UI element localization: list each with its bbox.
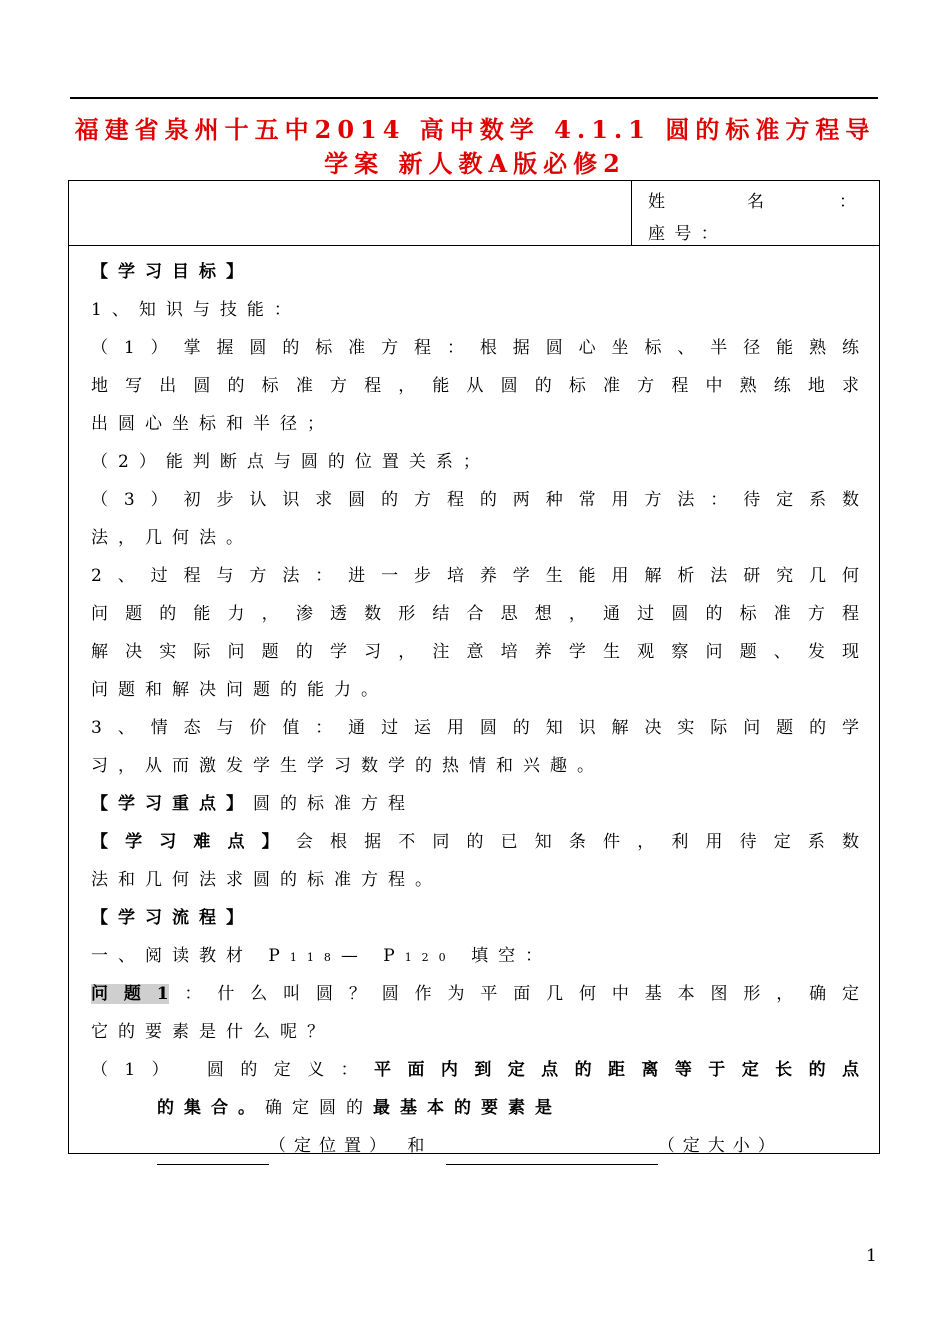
- header-bottom-rule: [69, 245, 879, 246]
- question-1-line-2: 它的要素是什么呢？: [91, 1022, 334, 1042]
- definition-line-1: [91, 1051, 859, 1089]
- emotion-line-2: 习，从而激发学生学习数学的热情和兴趣。: [91, 756, 604, 776]
- key-point-text: 圆的标准方程: [253, 794, 415, 814]
- name-colon: ：: [839, 192, 858, 212]
- objective-item-3-line-1: （3）初步认识求圆的方程的两种常用方法：待定系数: [91, 490, 859, 510]
- definition-prefix: （1） 圆的定义：: [91, 1060, 375, 1080]
- definition-line-2-normal: 确定圆的: [265, 1098, 373, 1118]
- name-label-2: 名: [747, 192, 766, 212]
- process-line-1: 2、过程与方法：进一步培养学生能用解析法研究几何: [91, 566, 859, 586]
- read-page-end: 120: [404, 951, 456, 964]
- name-label: 姓: [648, 192, 667, 212]
- read-mid: — P: [340, 946, 405, 966]
- question-1-label: 问题1: [91, 984, 169, 1004]
- objectives-heading: 【学习目标】: [91, 262, 253, 282]
- definition-line-2: [91, 1089, 859, 1127]
- reading-instruction: [91, 937, 859, 975]
- key-point: [91, 785, 859, 823]
- difficulty-text-1: 会根据不同的已知条件，利用待定系数: [295, 832, 860, 852]
- process-line-3: 解决实际问题的学习，注意培养学生观察问题、发现: [91, 642, 859, 662]
- objective-item-1-line-3: 出圆心坐标和半径；: [91, 414, 334, 434]
- read-prefix: 一、阅读教材 P: [91, 946, 290, 966]
- knowledge-heading: 1、知识与技能：: [91, 300, 301, 320]
- worksheet-content: [91, 253, 859, 1165]
- read-suffix: 填空：: [471, 946, 553, 966]
- header-divider: [631, 181, 632, 245]
- definition-bold: 平面内到定点的距离等于定长的点: [374, 1060, 859, 1080]
- question-1-text-1: ：什么叫圆？圆作为平面几何中基本图形，确定: [168, 984, 859, 1004]
- difficulty-label: 【学习难点】: [91, 832, 296, 852]
- question-1-line-1: [91, 975, 859, 1013]
- read-page-start: 118: [289, 951, 341, 964]
- definition-blanks-line: [91, 1127, 859, 1165]
- objective-item-2: （2）能判断点与圆的位置关系；: [91, 452, 490, 472]
- worksheet-table: [68, 180, 880, 1154]
- top-rule: [70, 97, 878, 99]
- objective-item-1-line-2: 地写出圆的标准方程，能从圆的标准方程中熟练地求: [91, 376, 859, 396]
- process-line-4: 问题和解决问题的能力。: [91, 680, 388, 700]
- difficulty-line-1: [91, 823, 859, 861]
- process-line-2: 问题的能力，渗透数形结合思想，通过圆的标准方程: [91, 604, 859, 624]
- document-title: [70, 113, 880, 181]
- flow-heading: 【学习流程】: [91, 908, 253, 928]
- blank-radius[interactable]: [446, 1142, 658, 1165]
- title-line-1: 福建省泉州十五中2014 高中数学 4.1.1 圆的标准方程导: [74, 115, 876, 144]
- emotion-line-1: 3、情态与价值：通过运用圆的知识解决实际问题的学: [91, 718, 859, 738]
- blank-1-suffix: （定位置） 和: [269, 1136, 433, 1156]
- page-number: 1: [866, 1246, 877, 1266]
- blank-center[interactable]: [157, 1142, 269, 1165]
- blank-2-suffix: （定大小）: [657, 1136, 783, 1156]
- definition-line-2-bold: 的集合。: [157, 1098, 265, 1118]
- objective-item-3-line-2: 法，几何法。: [91, 528, 253, 548]
- title-line-2: 学案 新人教A版必修2: [324, 149, 626, 178]
- seat-label: 座 号 ：: [648, 224, 720, 244]
- difficulty-line-2: 法和几何法求圆的标准方程。: [91, 870, 442, 890]
- definition-line-2-bold-2: 最基本的要素是: [373, 1098, 562, 1118]
- key-point-label: 【学习重点】: [91, 794, 253, 814]
- objective-item-1-line-1: （1）掌握圆的标准方程：根据圆心坐标、半径能熟练: [91, 338, 859, 358]
